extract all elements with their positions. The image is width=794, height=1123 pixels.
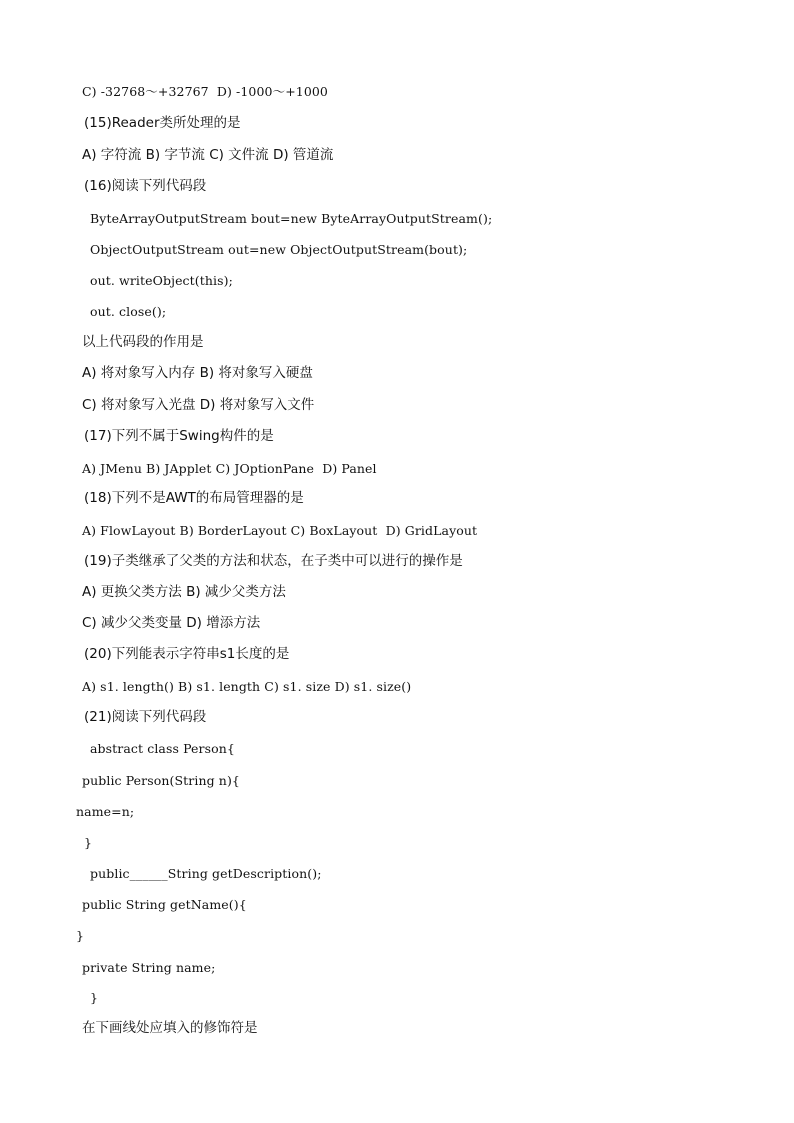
code-line: ByteArrayOutputStream bout=new ByteArrayOutputStream(); [90, 211, 493, 226]
code-line: } [84, 835, 93, 850]
answer-options-line: A) 字符流 B) 字节流 C) 文件流 D) 管道流 [82, 147, 334, 163]
question-text: 以上代码段的作用是 [82, 334, 204, 350]
answer-options-line: C) -32768～+32767 D) -1000～+1000 [82, 84, 328, 99]
question-15: (15)Reader类所处理的是 [84, 115, 241, 131]
answer-options-line: A) 更换父类方法 B) 减少父类方法 [82, 584, 286, 600]
answer-options-line: C) 将对象写入光盘 D) 将对象写入文件 [82, 397, 315, 413]
code-line: out. close(); [90, 304, 167, 319]
code-line: ObjectOutputStream out=new ObjectOutputStream(bout); [90, 242, 468, 257]
question-21: (21)阅读下列代码段 [84, 709, 207, 725]
answer-options-line: A) 将对象写入内存 B) 将对象写入硬盘 [82, 365, 313, 381]
code-line: } [76, 928, 85, 943]
answer-options-line: A) s1. length() B) s1. length C) s1. size D) s1. size() [82, 679, 412, 694]
code-line: public Person(String n){ [82, 773, 240, 788]
code-line: public String getName(){ [82, 897, 247, 912]
code-line: out. writeObject(this); [90, 273, 233, 288]
question-18: (18)下列不是AWT的布局管理器的是 [84, 490, 304, 506]
code-line: } [90, 990, 99, 1005]
question-19: (19)子类继承了父类的方法和状态，在子类中可以进行的操作是 [84, 553, 463, 569]
answer-options-line: C) 减少父类变量 D) 增添方法 [82, 615, 261, 631]
answer-options-line: A) JMenu B) JApplet C) JOptionPane D) Panel [82, 461, 377, 476]
code-line: public______String getDescription(); [90, 866, 322, 881]
code-line: name=n; [76, 804, 135, 819]
question-17: (17)下列不属于Swing构件的是 [84, 428, 274, 444]
question-16: (16)阅读下列代码段 [84, 178, 207, 194]
code-line: private String name; [82, 960, 216, 975]
question-text: 在下画线处应填入的修饰符是 [82, 1020, 258, 1036]
question-20: (20)下列能表示字符串s1长度的是 [84, 646, 290, 662]
code-line: abstract class Person{ [90, 741, 235, 756]
answer-options-line: A) FlowLayout B) BorderLayout C) BoxLayout D) GridLayout [82, 523, 478, 538]
